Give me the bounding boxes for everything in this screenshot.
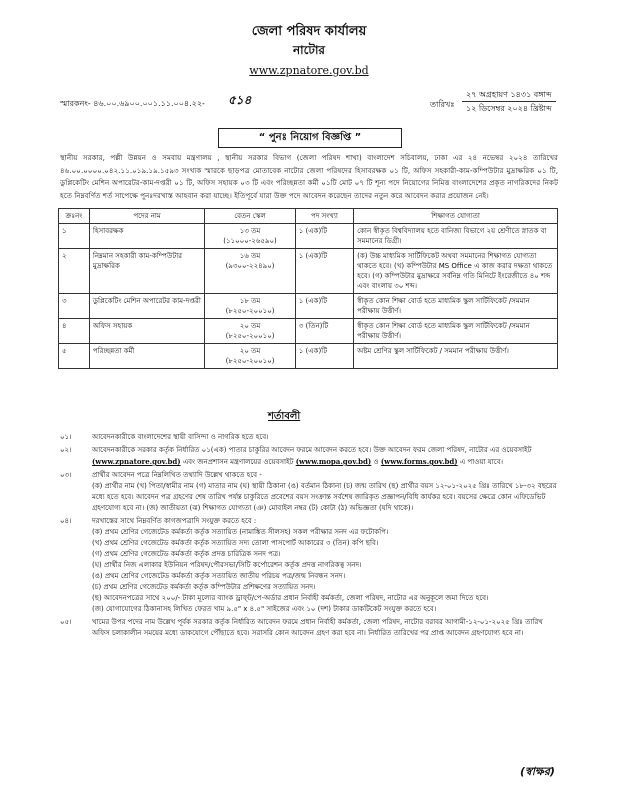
attachment-item: (ঘ) প্রার্থীর নিজ এলাকার ইউনিয়ন পরিষদ/পৌরসভা/সিটি কর্পোরেশন কর্তৃক প্রদত্ত নাগরিকত্ব সনদ। [92, 561, 362, 569]
condition-text: খামের উপর পদের নাম উল্লেখ পূর্বক সরকার কর্তৃক নির্ধারিত আবেদন ফরমে প্রধান নির্বাহী কর্মকর্তা, জেলা পরিষদ, নাটোর বরাবর আগামী-১২-০১-২০২৫ খ্রিঃ তারিখ অফিস চলাকালীন সময়ের মধ্যে ডাকযোগে পৌঁছাতে হবে। সরাসরি কোন আবেদন গ্রহণ করা হবে না। নির্ধারিত তারিখের পর প্রাপ্ত আবেদন গ্রহণযোগ্য হবে না। [92, 618, 543, 637]
condition-intro: প্রার্থীর আবেদন পত্রে নিম্নলিখিত তথ্যাদি উল্লেখ থাকতে হবে - [92, 471, 262, 479]
cell-post-name: নিম্নমান সহকারী কাম-কম্পিউটার মুদ্রাক্ষরিক [89, 249, 204, 294]
table-row [59, 344, 558, 369]
signature: (স্বাক্ষর) [520, 765, 555, 778]
condition-item [60, 445, 558, 468]
attachment-item: (গ) প্রথম শ্রেণির গেজেটেড কর্মকর্তা কর্তৃক প্রদত্ত চারিত্রিক সনদ পত্র। [92, 550, 281, 558]
conditions-list [60, 432, 558, 641]
cell-post-name: অফিস সহায়ক [89, 319, 204, 344]
cell-qualification: স্বীকৃত কোন শিক্ষা বোর্ড হতে মাধ্যমিক স্কুল সার্টিফিকেট /সমমান পরীক্ষায় উত্তীর্ণ। [354, 294, 558, 319]
cell-qualification: স্বীকৃত কোন শিক্ষা বোর্ড হতে মাধ্যমিক স্কুল সার্টিফিকেট /সমমান পরীক্ষায় উত্তীর্ণ। [354, 319, 558, 344]
office-title: জেলা পরিষদ কার্যালয় [251, 24, 367, 39]
condition-text-part: আবেদনকারীকে সরকার কর্তৃক নির্ধারিত ০১(এক) পাতার চাকুরির আবেদন ফরমে আবেদন করতে হবে। উক্ত আবেদন ফরম জেলা পরিষদ, নাটোর এর ওয়েবসাইট [92, 446, 532, 454]
pay-grade: ১৬ তম [239, 252, 261, 260]
posts-table [58, 208, 558, 369]
cell-count: ৩ (তিন)টি [295, 319, 353, 344]
attachment-item: (ক) প্রথম শ্রেণির গেজেটেড কর্মকর্তা কর্তৃক সত্যায়িত (নামাঙ্কিত সীলসহ) সকল পরীক্ষার সনদ এর ফটোকপি। [92, 528, 389, 536]
condition-number: ০১। [60, 433, 72, 441]
col-post-name: পদের নাম [89, 209, 204, 224]
pay-grade: ২০ তম [239, 322, 261, 330]
cell-pay [205, 344, 295, 369]
cell-pay [205, 249, 295, 294]
memo-number [60, 98, 205, 111]
table-row [59, 224, 558, 249]
cell-count: ১ (এক)টি [295, 294, 353, 319]
col-qualification: শিক্ষাগত যোগ্যতা [354, 209, 558, 224]
cell-qualification: কোন স্বীকৃত বিশ্ববিদ্যালয় হতে বানিজ্য বিভাগে ২য় শ্রেণীতে স্নাতক বা সমমানের ডিগ্রী। [354, 224, 558, 249]
intro-paragraph: স্থানীয় সরকার, পল্লী উন্নয়ন ও সমবায় মন্ত্রণালয় , স্থানীয় সরকার বিভাগ (জেলা পরিষদ শাখা) বাংলাদেশ সচিবালয়, ঢাকা এর ২৪ নভেম্বর ২০২৪ তারিখের ৪৬.০০.০০০০.০৪২.১১.০১৯.১৯.১৫৯৩ সংখ্যক স্মারকে ছাড়পত্র মোতাবেক নাটোর জেলা পরিষদের হিসাবরক্ষক ০১ টি, অফিস সহকারী-কাম-কম্পিউটার মুদ্রাক্ষরিক ০১ টি, ডুপ্লিকেটিং মেশিন অপারেটর-কাম-দপ্তরী ০১ টি, অফিস সহায়ক ০৩ টি এবং পরিচ্ছন্নতা কর্মী ০১টি মোট ০৭ টি শূন্য পদে নিয়োগের নিমিত্ত বাংলাদেশের প্রকৃত নাগরিকদের নিকট হতে নিম্নবর্ণিত শর্ত সাপেক্ষে পুনঃদরখাস্ত আহবান করা যাচ্ছে। ইতিপূর্বে যারা উক্ত পদে আবেদন করেছেন তাদের নতুন করে আবেদন করার প্রয়োজন নেই। [60, 153, 558, 200]
website-link[interactable]: www.zpnatore.gov.bd [249, 64, 369, 77]
date-label: তারিখঃ [430, 100, 455, 109]
condition-number: ০৪। [60, 517, 72, 525]
cell-count: ১ (এক)টি [295, 249, 353, 294]
cell-post-name: ডুপ্লিকেটিং মেশিন অপারেটর কাম-দপ্তরী [89, 294, 204, 319]
zpnatore-link[interactable]: (www.zpnatore.gov.bd) [92, 457, 181, 466]
conditions-title: শর্তাবলী [268, 411, 301, 422]
pay-grade: ১৮ তম [239, 297, 261, 305]
mopa-link[interactable]: (www.mopa.gov.bd) [295, 457, 372, 466]
condition-body [92, 470, 558, 514]
condition-item [60, 432, 558, 443]
district-name: নাটোর [292, 43, 326, 57]
condition-text-part: এ পাওয়া যাবে। [459, 458, 503, 466]
attachment-item: (খ) প্রথম শ্রেণির গেজেটেড কর্মকর্তা কর্তৃক সত্যায়িত সদ্য তোলা পাসপোর্ট আকারের ৩ (তিন) কপি ছবি। [92, 539, 379, 547]
condition-intro: দরখাস্তের সাথে নিম্নবর্ণিত কাগজপত্রাদি সংযুক্ত করতে হবে : [92, 517, 257, 525]
cell-pay [205, 319, 295, 344]
cell-serial: ১ [59, 224, 90, 249]
memo-label: স্মারকনং- [60, 99, 91, 108]
condition-item [60, 516, 558, 615]
attachment-item: (চ) প্রথম শ্রেণির গেজেটেড কর্মকর্তা কর্তৃক কম্পিউটার প্রশিক্ষণের সত্যায়িত সনদ। [92, 583, 316, 591]
condition-item [60, 470, 558, 514]
pay-scale: (৮২৫০-২০০১০) [225, 357, 275, 365]
cell-serial: ২ [59, 249, 90, 294]
attachment-item: (ছ) আবেদনপত্রের সাথে ২০০/- টাকা মূল্যের ব্যাংক ড্রাফ্‌ট/পে-অর্ডার প্রধান নির্বাহী কর্মকর্তা, জেলা পরিষদ, নাটোর এর অনুকূলে জমা দিতে হবে। [92, 594, 489, 602]
pay-grade: ১৩ তম [239, 227, 261, 235]
cell-pay [205, 224, 295, 249]
cell-post-name: পরিচ্ছন্নতা কর্মী [89, 344, 204, 369]
pay-scale: (৮২৫০-২০০১০) [225, 307, 275, 315]
col-pay-scale: বেতন স্কেল [205, 209, 295, 224]
attachment-item: (ঙ) প্রথম শ্রেণির গেজেটেড কর্মকর্তা কর্তৃক সত্যায়িত জাতীয় পরিচয় পত্র/জন্ম নিবন্ধন সনদ। [92, 572, 346, 580]
col-post-count: পদ সংখ্যা [295, 209, 353, 224]
pay-scale: (৯৩০০-২২৪৯০) [225, 262, 275, 270]
pay-scale: (১১০০০-২৬৫৯০) [223, 237, 277, 245]
condition-body [92, 516, 558, 615]
memo-value: ৪৬.০০.৬৯০০.০০১.১১.০০৪.২২- [93, 99, 205, 108]
table-row [59, 319, 558, 344]
pay-scale: (৮২৫০-২০০১০) [225, 332, 275, 340]
col-serial: ক্রঃনং [59, 209, 90, 224]
cell-count: ১ (এক)টি [295, 224, 353, 249]
table-header-row [59, 209, 558, 224]
condition-text [92, 445, 558, 468]
forms-link[interactable]: (www.forms.gov.bd) [380, 457, 458, 466]
cell-serial: ৩ [59, 294, 90, 319]
date-bangla: ২৭ অগ্রহায়ণ ১৪৩১ বঙ্গাব্দ [462, 88, 556, 102]
handwritten-memo-suffix: ৫১৪ [228, 93, 252, 107]
condition-number: ০২। [60, 446, 72, 454]
attachment-item: (জ) যোগাযোগের ঠিকানাসহ লিখিত ফেরত খাম ৯.৫" x ৪.৫" সাইজের এবং ১০ (দশ) টাকার ডাকটিকেট সংযুক্ত করতে হবে। [92, 605, 437, 613]
cell-post-name: হিসাবরক্ষক [89, 224, 204, 249]
notice-title: “ পুনঃ নিয়োগ বিজ্ঞপ্তি ” [218, 128, 402, 148]
condition-text-part: ও [373, 458, 379, 466]
table-row [59, 294, 558, 319]
cell-count: ১ (এক)টি [295, 344, 353, 369]
cell-qualification: (ক) উচ্চ মাধ্যমিক সার্টিফিকেট অথবা সমমানের শিক্ষাগত যোগ্যতা থাকতে হবে। (খ) কম্পিউটার MS Office এ কাজ করার দক্ষতা থাকতে হবে। (গ) কম্পিউটার মুদ্রাক্ষরে সর্বনিম্ন গতি মিনিটে ইংরেজীতে ৪০ শব্দ এবং বাংলায় ৩০ শব্দ। [354, 249, 558, 294]
cell-serial: ৫ [59, 344, 90, 369]
pay-grade: ২০ তম [239, 347, 261, 355]
table-row [59, 249, 558, 294]
cell-serial: ৪ [59, 319, 90, 344]
cell-qualification: অষ্টম শ্রেণির স্কুল সার্টিফিকেট / সমমান পরীক্ষায় উত্তীর্ণ। [354, 344, 558, 369]
cell-pay [205, 294, 295, 319]
condition-text: (ক) প্রার্থীর নাম (খ) পিতা/স্বামীর নাম (গ) মাতার নাম (ঘ) স্থায়ী ঠিকানা (ঙ) বর্তমান ঠিকানা (চ) জন্ম তারিখ (ছ) প্রার্থীর বয়স ১২-০১-২০২৫ খ্রিঃ তারিখে ১৮-৩২ বছরের মধ্যে হতে হবে। আবেদন পত্র গ্রহণের শেষ তারিখ পর্যন্ত চাকুরিতে প্রবেশের বয়স সংক্রান্ত সর্বশেষ জারিকৃত প্রজ্ঞাপন/বিধি কার্যকর হবে। বয়সের ক্ষেত্রে কোন এফিডেভিট গ্রহণযোগ্য হবে না। (জ) জাতীয়তা (ঝ) শিক্ষাগত যোগ্যতা (ঞ) মোবাইল নম্বর (ট) কোটা (ঠ) অভিজ্ঞতা (যদি থাকে)। [92, 482, 557, 512]
date-gregorian: ১২ ডিসেম্বর ২০২৪ খ্রিষ্টাব্দ [466, 104, 552, 113]
condition-item [60, 617, 558, 639]
condition-text: আবেদনকারীকে বাংলাদেশের স্থায়ী বাসিন্দা ও নাগরিক হতে হবে। [92, 433, 269, 441]
condition-number: ০৩। [60, 471, 72, 479]
date-block [462, 88, 556, 115]
condition-number: ০৫। [60, 618, 72, 626]
condition-text-part: এবং জনপ্রশাসন মন্ত্রণালয়ের ওয়েবসাইট [182, 458, 294, 466]
